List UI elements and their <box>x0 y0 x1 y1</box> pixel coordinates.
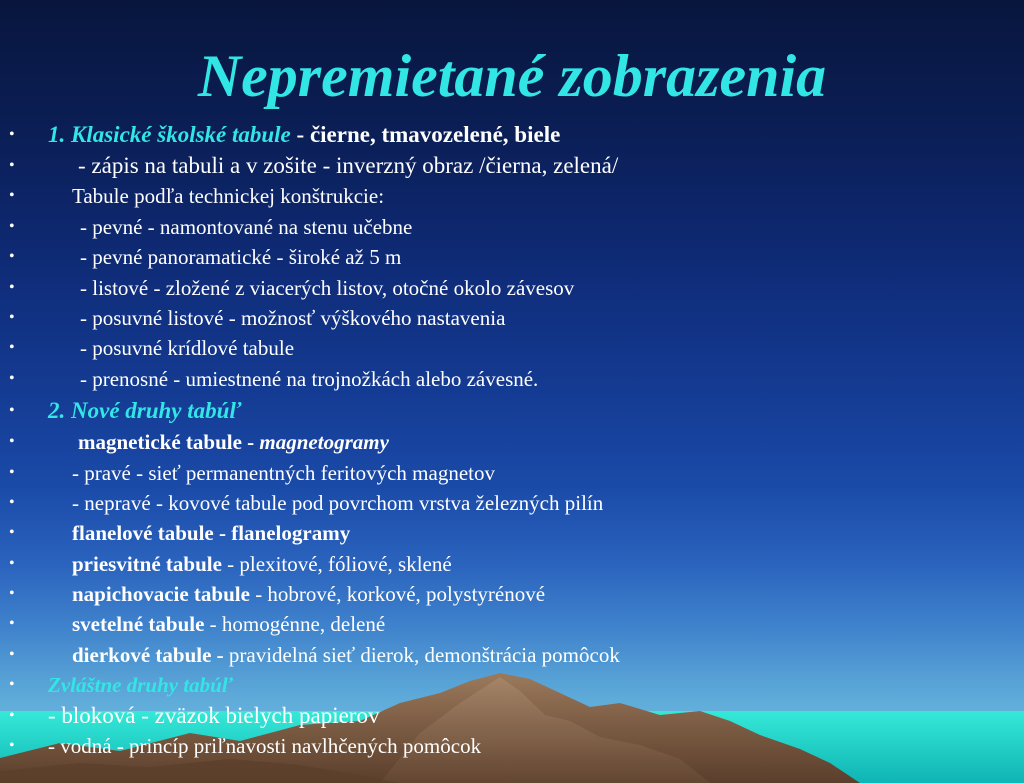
list-item-text: - vodná - princíp priľnavosti navlhčených pomôcok <box>48 734 482 759</box>
term-text: magnetické tabule - <box>78 430 260 455</box>
heading-text: 1. Klasické školské tabule <box>48 122 291 147</box>
bullet-icon: • <box>9 402 15 420</box>
list-item-text: - bloková - zväzok bielych papierov <box>48 702 380 728</box>
list-item-text: - pravé - sieť permanentných feritových magnetov <box>72 460 495 485</box>
bullet-icon: • <box>9 554 15 572</box>
bullet-icon: • <box>9 126 15 143</box>
bullet-icon: • <box>9 585 15 603</box>
bullet-icon: • <box>9 157 15 174</box>
term-text: dierkové tabule - <box>72 642 224 667</box>
list-item <box>0 118 1024 151</box>
term-text: priesvitné tabule <box>72 551 222 576</box>
bullet-icon: • <box>9 493 15 511</box>
term-text: svetelné tabule <box>72 612 205 637</box>
list-item-text: - pevné - namontované na stenu učebne <box>80 214 413 239</box>
list-item <box>0 181 1024 211</box>
term-detail: - hobrové, korkové, polystyrénové <box>249 582 546 607</box>
bullet-icon: • <box>9 737 15 755</box>
list-item-text: Tabule podľa technickej konštrukcie: <box>72 184 385 209</box>
list-item-text: flanelové tabule - flanelogramy <box>72 521 351 546</box>
list-item-text: - listové - zložené z viacerých listov, otočné okolo závesov <box>80 275 575 300</box>
list-item-text <box>78 427 389 457</box>
list-item <box>0 394 1024 427</box>
bullet-icon: • <box>9 187 15 205</box>
term-text: napichovacie tabule <box>72 582 250 607</box>
bullet-icon: • <box>9 278 15 296</box>
bullet-list <box>0 118 1024 761</box>
bullet-icon: • <box>9 308 15 326</box>
list-item <box>0 670 1024 700</box>
bullet-icon: • <box>9 248 15 266</box>
list-item-text: - pevné panoramatické - široké až 5 m <box>80 245 402 270</box>
list-item <box>0 303 1024 333</box>
list-item-text: - nepravé - kovové tabule pod povrchom vrstva železných pilín <box>72 490 604 515</box>
list-item <box>0 609 1024 639</box>
list-item <box>0 151 1024 181</box>
list-item <box>0 273 1024 303</box>
list-item <box>0 640 1024 670</box>
term-detail: - plexitové, fóliové, sklené <box>221 551 452 576</box>
bullet-icon: • <box>9 524 15 542</box>
list-item-text: - posuvné listové - možnosť výškového nastavenia <box>80 305 506 330</box>
bullet-icon: • <box>9 615 15 633</box>
list-item <box>0 212 1024 242</box>
heading-detail: čierne, tmavozelené, biele <box>309 122 561 147</box>
list-item <box>0 242 1024 272</box>
list-item-text: - zápis na tabuli a v zošite - inverzný obraz /čierna, zelená/ <box>78 153 619 178</box>
bullet-icon: • <box>9 645 15 663</box>
section-heading: 2. Nové druhy tabúľ <box>48 398 242 424</box>
bullet-icon: • <box>9 676 15 694</box>
list-item <box>0 701 1024 731</box>
list-item <box>0 731 1024 761</box>
list-item-text: - posuvné krídlové tabule <box>80 336 295 361</box>
bullet-icon: • <box>9 433 15 451</box>
term-detail: - homogénne, delené <box>204 612 386 637</box>
list-item-text <box>72 549 452 579</box>
bullet-icon: • <box>9 706 15 724</box>
bullet-icon: • <box>9 339 15 357</box>
separator-text: - <box>290 122 310 147</box>
term-detail: pravidelná sieť dierok, demonštrácia pomôcok <box>223 642 620 667</box>
bullet-icon: • <box>9 369 15 387</box>
section-heading: Zvláštne druhy tabúľ <box>48 673 233 698</box>
bullet-icon: • <box>9 217 15 235</box>
list-item-text <box>72 609 385 639</box>
list-item-text <box>72 640 620 670</box>
list-item <box>0 427 1024 457</box>
list-item <box>0 333 1024 363</box>
list-item <box>0 364 1024 394</box>
term-detail: magnetogramy <box>259 430 389 455</box>
list-item-text <box>72 579 545 609</box>
list-item <box>0 458 1024 488</box>
list-item <box>0 488 1024 518</box>
bullet-icon: • <box>9 463 15 481</box>
slide-title: Nepremietané zobrazenia <box>197 43 827 109</box>
list-item <box>0 579 1024 609</box>
list-item <box>0 549 1024 579</box>
list-item <box>0 518 1024 548</box>
heading-line <box>48 118 560 151</box>
list-item-text: - prenosné - umiestnené na trojnožkách alebo závesné. <box>80 366 539 391</box>
